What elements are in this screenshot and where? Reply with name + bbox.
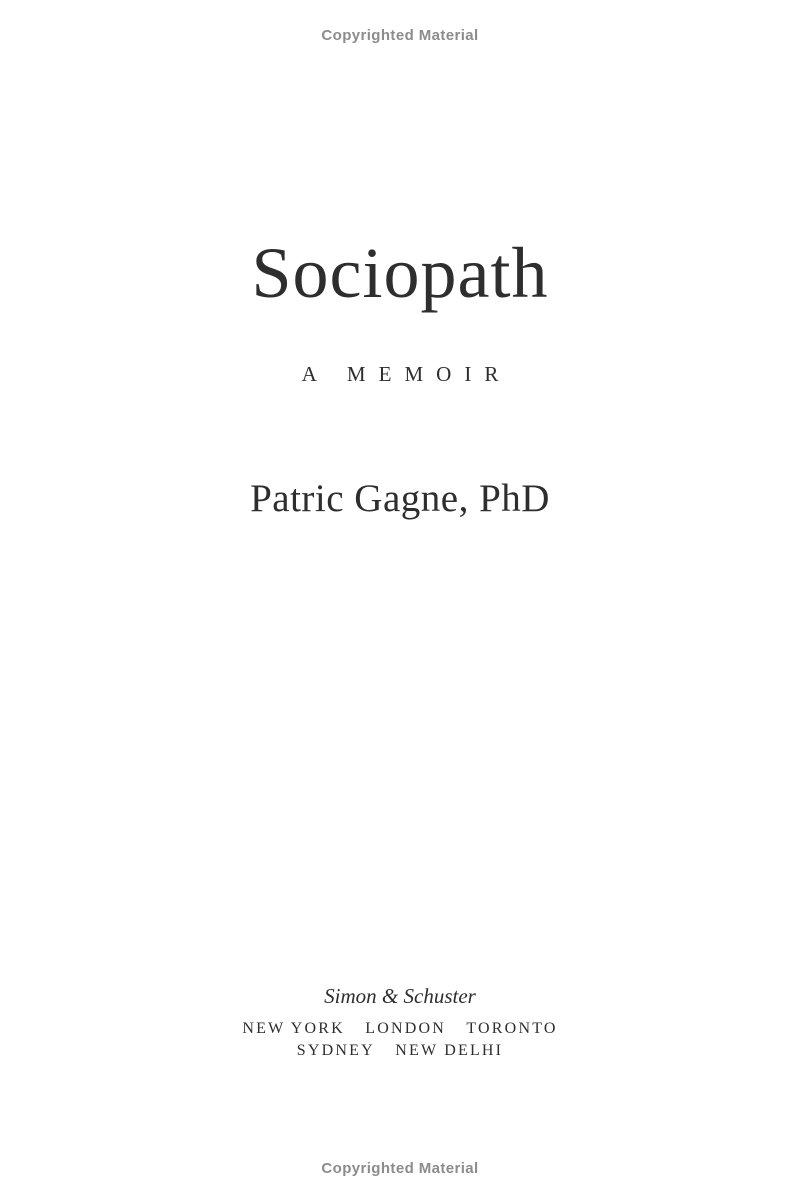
book-author: Patric Gagne, PhD [250, 477, 550, 520]
publisher-cities-line1: NEW YORK LONDON TORONTO [242, 1020, 558, 1037]
publisher-name: Simon & Schuster [324, 984, 476, 1008]
book-subtitle: A MEMOIR [301, 362, 512, 386]
book-title: Sociopath [251, 233, 549, 313]
copyright-notice-bottom: Copyrighted Material [321, 1160, 479, 1177]
copyright-notice-top: Copyrighted Material [321, 27, 479, 44]
publisher-cities-line2: SYDNEY NEW DELHI [296, 1042, 504, 1059]
